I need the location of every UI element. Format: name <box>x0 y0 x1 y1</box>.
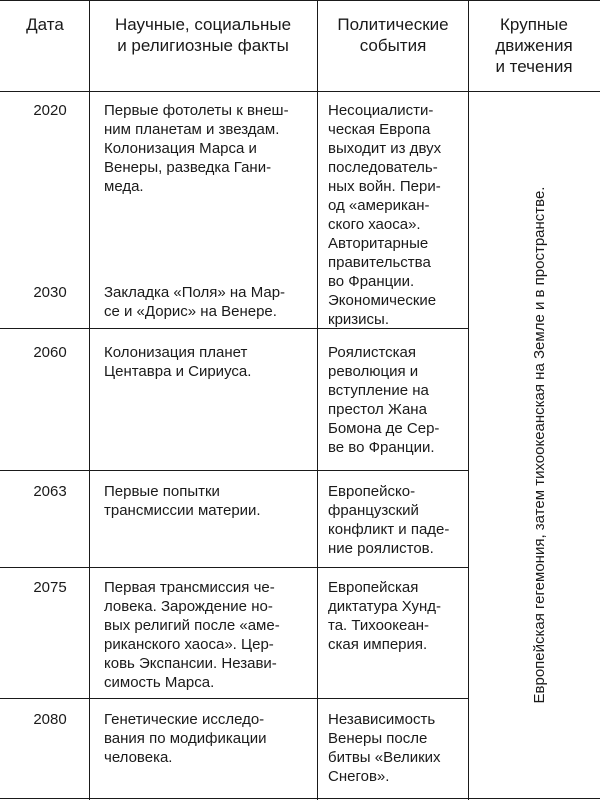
header-movements: Крупные движения и течения <box>495 15 573 76</box>
row-politics: Роялистская революция и вступление на престол Жана Бомона де Сер- ве во Франции. <box>328 344 440 456</box>
movements-vertical-text: Европейская гегемония, затем тихоокеанская на Земле и в пространстве. <box>531 186 548 704</box>
row-science: Первые фотолеты к внеш- ним планетам и звездам. Колонизация Марса и Венеры, разведка Гани- меда. <box>104 102 289 195</box>
row-politics: Европейская диктатура Хунд- та. Тихоокеан- ская империя. <box>328 579 442 653</box>
row-science: Закладка «Поля» на Мар- се и «Дорис» на Венере. <box>104 284 286 320</box>
row-divider <box>0 698 468 699</box>
row-date: 2030 <box>33 284 67 301</box>
row-science: Первые попытки трансмиссии материи. <box>104 483 261 519</box>
row-divider <box>0 567 468 568</box>
row-date: 2020 <box>33 102 67 119</box>
row-science: Первая трансмиссия че- ловека. Зарождение но- вых религий после «аме- риканского хаоса». Цер- ковь Экспансии. Незави- симость Марса. <box>104 579 280 691</box>
row-politics: Независимость Венеры после битвы «Великих Снегов». <box>328 711 441 785</box>
column-divider <box>89 0 90 800</box>
row-politics: Несоциалисти- ческая Европа выходит из двух последователь- ных войн. Пери- од «американ- ского хаоса». Авторитарные правительства во Франции. Экономические кризисы. <box>328 102 442 328</box>
header-top-rule <box>0 0 600 1</box>
header-bottom-rule <box>0 91 600 92</box>
header-politics: Политические события <box>337 15 449 55</box>
row-divider <box>0 470 468 471</box>
column-divider <box>317 0 318 800</box>
header-science: Научные, социальные и религиозные факты <box>114 15 292 55</box>
header-date: Дата <box>26 15 64 34</box>
column-divider <box>468 0 469 800</box>
row-date: 2080 <box>33 711 67 728</box>
row-date: 2063 <box>33 483 67 500</box>
row-science: Колонизация планет Центавра и Сириуса. <box>104 344 252 380</box>
row-date: 2060 <box>33 344 67 361</box>
row-science: Генетические исследо- вания по модификации человека. <box>104 711 267 766</box>
table-bottom-rule <box>0 798 600 799</box>
row-politics: Европейско- французский конфликт и паде- ние роялистов. <box>328 483 450 557</box>
row-date: 2075 <box>33 579 67 596</box>
